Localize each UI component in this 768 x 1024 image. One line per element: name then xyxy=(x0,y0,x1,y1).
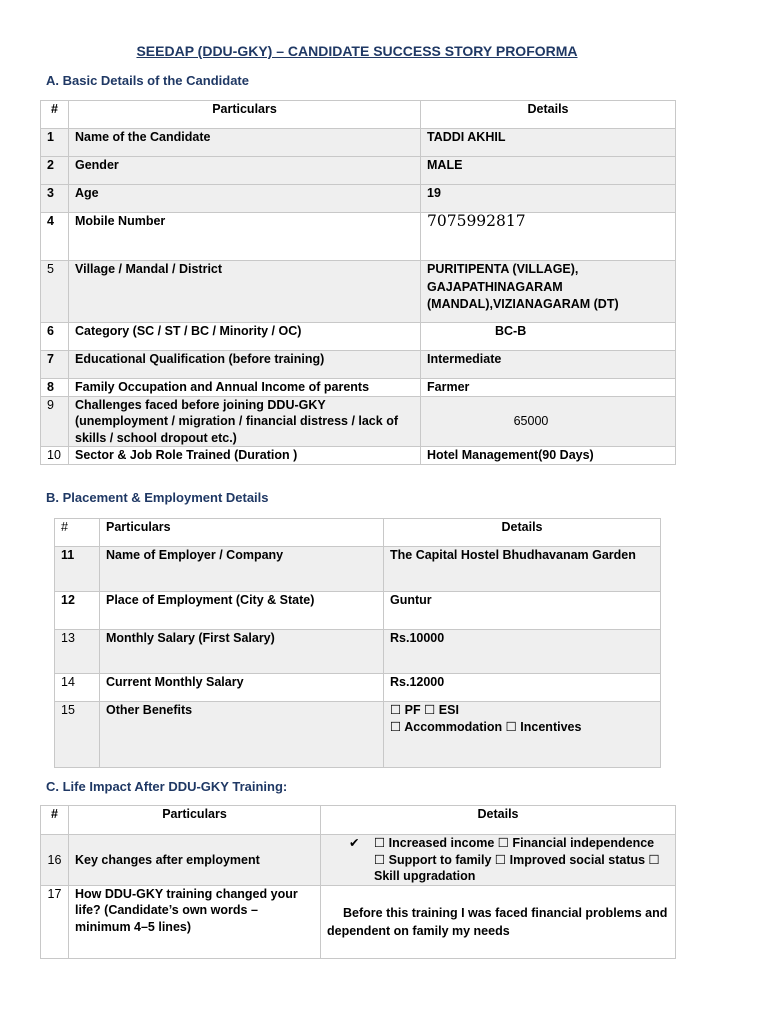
sector-value: Hotel Management(90 Days) xyxy=(427,448,594,462)
table-row: 16 Key changes after employment ✔ ☐ Increased income ☐ Financial independence ☐ Support to family ☐ Improved social status ☐ Skill upgradation xyxy=(41,835,676,886)
family-occupation-value: Farmer xyxy=(427,380,470,394)
place-of-employment-value: Guntur xyxy=(390,593,432,607)
benefits-checkbox-line-1[interactable]: ☐ PF ☐ ESI xyxy=(390,703,459,717)
table-row: 14 Current Monthly Salary Rs.12000 xyxy=(55,674,661,702)
benefits-checkbox-line-2[interactable]: ☐ Accommodation ☐ Incentives xyxy=(390,719,582,734)
table-row: 8 Family Occupation and Annual Income of parents Farmer xyxy=(41,379,676,397)
header-details: Details xyxy=(421,101,676,129)
header-number: # xyxy=(61,520,68,534)
row-label: Name of Employer / Company xyxy=(106,548,284,562)
education-value: Intermediate xyxy=(427,352,502,366)
row-label: Village / Mandal / District xyxy=(75,262,223,276)
row-label: How DDU-GKY training changed your life? (Candidate’s own words – minimum 4–5 lines) xyxy=(75,886,298,934)
basic-details-table xyxy=(40,100,676,465)
section-c-heading: C. Life Impact After DDU-GKY Training: xyxy=(46,779,288,794)
row-label: Family Occupation and Annual Income of parents xyxy=(75,380,370,394)
age-value: 19 xyxy=(427,186,441,200)
table-row: 12 Place of Employment (City & State) Guntur xyxy=(55,592,661,630)
row-label: Mobile Number xyxy=(75,214,166,228)
table-row: 9 Challenges faced before joining DDU-GKY (unemployment / migration / financial distress / lack of skills / school dropout etc.) 65000 xyxy=(41,396,676,447)
header-particulars: Particulars xyxy=(106,520,171,534)
row-label: Challenges faced before joining DDU-GKY (unemployment / migration / financial distress / lack of skills / school dropout etc.) xyxy=(75,397,398,445)
table-row: 6 Category (SC / ST / BC / Minority / OC) BC-B xyxy=(41,323,676,351)
table-row: 3 Age 19 xyxy=(41,185,676,213)
row-label: Sector & Job Role Trained (Duration ) xyxy=(75,448,298,462)
header-details: Details xyxy=(384,519,661,547)
table-row: 15 Other Benefits ☐ PF ☐ ESI ☐ Accommodation ☐ Incentives xyxy=(55,702,661,768)
header-number: # xyxy=(41,806,69,835)
section-a-heading: A. Basic Details of the Candidate xyxy=(46,73,249,88)
table-row: 17 How DDU-GKY training changed your life? (Candidate’s own words – minimum 4–5 lines) Before this training I was faced financial problems and dependent on family my needs xyxy=(41,885,676,958)
employer-value: The Capital Hostel Bhudhavanam Garden xyxy=(390,548,636,562)
row-label: Gender xyxy=(75,158,119,172)
mobile-number-value: 7075992817 xyxy=(427,212,526,230)
row-label: Other Benefits xyxy=(106,703,193,717)
category-value: BC-B xyxy=(495,324,527,338)
table-row: 10 Sector & Job Role Trained (Duration ) Hotel Management(90 Days) xyxy=(41,447,676,465)
row-label: Category (SC / ST / BC / Minority / OC) xyxy=(75,324,302,338)
life-impact-table xyxy=(40,805,676,959)
row-label: Educational Qualification (before training) xyxy=(75,352,325,366)
row-label: Key changes after employment xyxy=(75,852,260,867)
header-particulars: Particulars xyxy=(69,101,421,129)
first-salary-value: Rs.10000 xyxy=(390,631,445,645)
header-particulars: Particulars xyxy=(69,806,321,835)
gender-value: MALE xyxy=(427,158,463,172)
table-row: 1 Name of the Candidate TADDI AKHIL xyxy=(41,129,676,157)
table-row: 13 Monthly Salary (First Salary) Rs.10000 xyxy=(55,630,661,674)
income-value: 65000 xyxy=(513,414,549,428)
candidate-words-value: Before this training I was faced financial problems and dependent on family my needs xyxy=(327,905,668,938)
row-label: Name of the Candidate xyxy=(75,130,211,144)
section-b-heading: B. Placement & Employment Details xyxy=(46,490,269,505)
checkmark-icon: ✔ xyxy=(349,835,360,850)
table-row: 11 Name of Employer / Company The Capital Hostel Bhudhavanam Garden xyxy=(55,547,661,592)
table-row: 5 Village / Mandal / District PURITIPENTA (VILLAGE), GAJAPATHINAGARAM (MANDAL),VIZIANAGARAM (DT) xyxy=(41,261,676,323)
placement-details-table xyxy=(54,518,661,768)
table-row: 7 Educational Qualification (before training) Intermediate xyxy=(41,351,676,379)
village-mandal-district-value: PURITIPENTA (VILLAGE), GAJAPATHINAGARAM (MANDAL),VIZIANAGARAM (DT) xyxy=(427,262,619,311)
table-row: 4 Mobile Number 7075992817 xyxy=(41,213,676,261)
row-label: Age xyxy=(75,186,99,200)
row-label: Monthly Salary (First Salary) xyxy=(106,631,275,645)
candidate-name-value: TADDI AKHIL xyxy=(427,130,506,144)
row-label: Place of Employment (City & State) xyxy=(106,593,315,607)
row-label: Current Monthly Salary xyxy=(106,675,244,689)
key-changes-options[interactable]: ☐ Increased income ☐ Financial independence ☐ Support to family ☐ Improved social status ☐ Skill upgradation xyxy=(374,836,660,883)
header-number: # xyxy=(41,101,69,129)
header-details: Details xyxy=(321,806,676,835)
page-title: SEEDAP (DDU-GKY) – CANDIDATE SUCCESS STORY PROFORMA xyxy=(136,43,578,59)
table-row: 2 Gender MALE xyxy=(41,157,676,185)
current-salary-value: Rs.12000 xyxy=(390,675,445,689)
